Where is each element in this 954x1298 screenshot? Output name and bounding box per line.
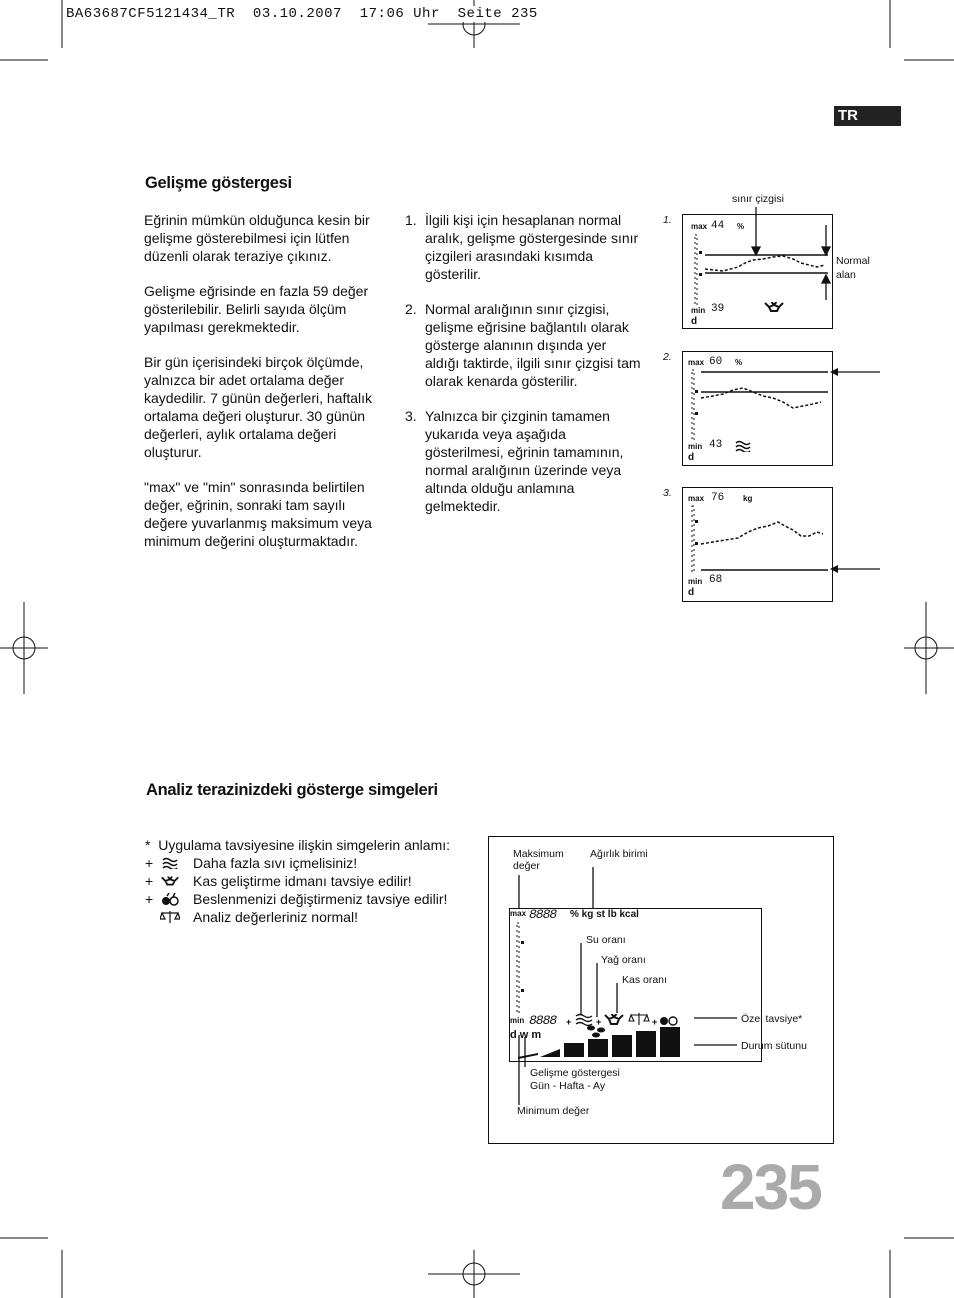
max-label: max bbox=[691, 222, 708, 231]
legend-text: Beslenmenizi değiştirmeniz tavsiye edilir! bbox=[193, 891, 448, 907]
max-value: 44 bbox=[711, 220, 725, 232]
item-text: Yalnızca bir çizginin tamamen yukarıda veya aşağıda gösterilmesi, eğrinin tamamının, normal aralığının üzerinde veya altında olduğu anlamına gelmektedir. bbox=[425, 408, 624, 514]
list-item bbox=[145, 872, 485, 890]
paragraph: Bir gün içerisindeki birçok ölçümde, yalnızca bir adet ortalama değer kaydedilir. 7 günün değerleri, haftalık ortalama değeri oluşturur. 30 günün değerleri, aylık ortalama değeri oluşturur. bbox=[144, 354, 373, 460]
legend-prefix: + bbox=[145, 873, 154, 889]
max-value-label-2: değer bbox=[513, 860, 540, 872]
min-label: min bbox=[691, 306, 706, 315]
item-text: İlgili kişi için hesaplanan normal aralık, gelişme göstergesinde sınır çizgileri arasındaki kısımda gösterilir. bbox=[425, 212, 639, 282]
balance-scale-icon bbox=[159, 910, 181, 924]
item-number: 1. bbox=[405, 212, 417, 228]
language-badge: TR bbox=[834, 106, 901, 126]
page-number: 235 bbox=[720, 1151, 821, 1223]
legend-text: Daha fazla sıvı içmelisiniz! bbox=[193, 855, 358, 871]
paragraph: Gelişme eğrisinde en fazla 59 değer gösterilebilir. Belirli sayıda ölçüm yapılması gerekmektedir. bbox=[144, 283, 369, 335]
max-label: max bbox=[688, 494, 705, 503]
item-number: 2. bbox=[405, 301, 417, 317]
section-title-symbols: Analiz terazinizdeki gösterge simgeleri bbox=[146, 781, 438, 799]
water-waves-icon bbox=[159, 857, 181, 869]
normal-area-label-2: alan bbox=[836, 269, 856, 281]
progress-column-2 bbox=[405, 211, 641, 532]
limit-line-label: sınır çizgisi bbox=[732, 193, 784, 205]
fat-label: Yağ oranı bbox=[601, 954, 646, 966]
water-label: Su oranı bbox=[586, 934, 626, 946]
lcd-units: % kg st lb kcal bbox=[570, 909, 639, 920]
max-value: 60 bbox=[709, 356, 723, 368]
svg-text:+: + bbox=[566, 1017, 572, 1027]
symbol-legend bbox=[145, 836, 485, 926]
progress-column-1 bbox=[144, 211, 376, 567]
list-item bbox=[145, 854, 485, 872]
figure-number: 3. bbox=[663, 487, 672, 499]
list-item bbox=[145, 890, 485, 908]
list-item bbox=[145, 908, 485, 926]
max-unit: % bbox=[735, 358, 743, 367]
legend-text: Analiz değerleriniz normal! bbox=[193, 909, 358, 925]
min-value: 39 bbox=[711, 303, 725, 315]
item-number: 3. bbox=[405, 408, 417, 424]
min-label: min bbox=[688, 577, 703, 586]
lcd-max-label: max bbox=[510, 909, 527, 918]
print-header: BA63687CF5121434_TR 03.10.2007 17:06 Uhr Seite 235 bbox=[66, 6, 538, 22]
legend-intro: * Uygulama tavsiyesine ilişkin simgelerin anlamı: bbox=[145, 837, 451, 853]
figure-number: 2. bbox=[663, 351, 672, 363]
max-unit: kg bbox=[743, 494, 753, 503]
figure-1-arrows bbox=[740, 205, 840, 305]
legend-text: Kas geliştirme idmanı tavsiye edilir! bbox=[193, 873, 412, 889]
max-unit: % bbox=[737, 222, 745, 231]
lcd-min-label: min bbox=[510, 1016, 525, 1025]
special-advice-label: Özel tavsiye* bbox=[741, 1013, 803, 1025]
legend-prefix: + bbox=[145, 855, 154, 871]
weight-unit-label: Ağırlık birimi bbox=[590, 848, 648, 860]
lcd-max-digits: 8888 bbox=[529, 907, 557, 922]
section-title-progress: Gelişme göstergesi bbox=[145, 174, 292, 192]
paragraph: Eğrinin mümkün olduğunca kesin bir gelişme gösterebilmesi için lütfen düzenli olarak teraziye çıkınız. bbox=[144, 212, 370, 264]
max-label: max bbox=[688, 358, 705, 367]
progress-label-2: Gün - Hafta - Ay bbox=[530, 1080, 606, 1092]
max-value-label-1: Maksimum bbox=[513, 848, 564, 860]
figure-number: 1. bbox=[663, 214, 672, 226]
min-value: 43 bbox=[709, 439, 723, 451]
figure-3-display bbox=[682, 487, 833, 602]
list-item bbox=[405, 407, 641, 515]
progress-curve bbox=[683, 488, 834, 603]
svg-text:+: + bbox=[596, 1017, 602, 1027]
muscle-icon bbox=[159, 874, 181, 888]
figure-3-arrow bbox=[826, 561, 882, 577]
nutrition-icon bbox=[159, 892, 181, 906]
display-diagram bbox=[488, 836, 834, 1144]
min-value: 68 bbox=[709, 574, 723, 586]
diagram-pointer-lines bbox=[489, 837, 835, 1145]
legend-prefix: + bbox=[145, 891, 154, 907]
item-text: Normal aralığının sınır çizgisi, gelişme eğrisine bağlantılı olarak gösterge alanının dışında yer aldığı taktirde, ilgili sınır çizgisi tam olarak kenarda gösterilir. bbox=[425, 301, 641, 389]
min-label: min bbox=[688, 442, 703, 451]
figure-2-arrow bbox=[826, 364, 882, 380]
list-item bbox=[405, 211, 641, 283]
progress-curve bbox=[683, 352, 834, 467]
paragraph: "max" ve "min" sonrasında belirtilen değer, eğrinin, sonraki tam sayılı değere yuvarlanmış maksimum veya minimum değerini oluşturmaktadır. bbox=[144, 479, 372, 549]
muscle-label: Kas oranı bbox=[622, 974, 667, 986]
progress-label-1: Gelişme göstergesi bbox=[530, 1067, 620, 1079]
period-label: d bbox=[688, 452, 695, 463]
lcd-min-digits: 8888 bbox=[529, 1013, 557, 1028]
min-value-label: Minimum değer bbox=[517, 1105, 590, 1117]
list-item bbox=[405, 300, 641, 390]
figure-2-display bbox=[682, 351, 833, 466]
max-value: 76 bbox=[711, 492, 725, 504]
period-label: d bbox=[691, 316, 698, 327]
svg-text:+: + bbox=[652, 1017, 658, 1027]
normal-area-label-1: Normal bbox=[836, 255, 870, 267]
period-label: d bbox=[688, 587, 695, 598]
lcd-period-labels: d w m bbox=[510, 1029, 542, 1041]
status-column-label: Durum sütunu bbox=[741, 1040, 807, 1052]
